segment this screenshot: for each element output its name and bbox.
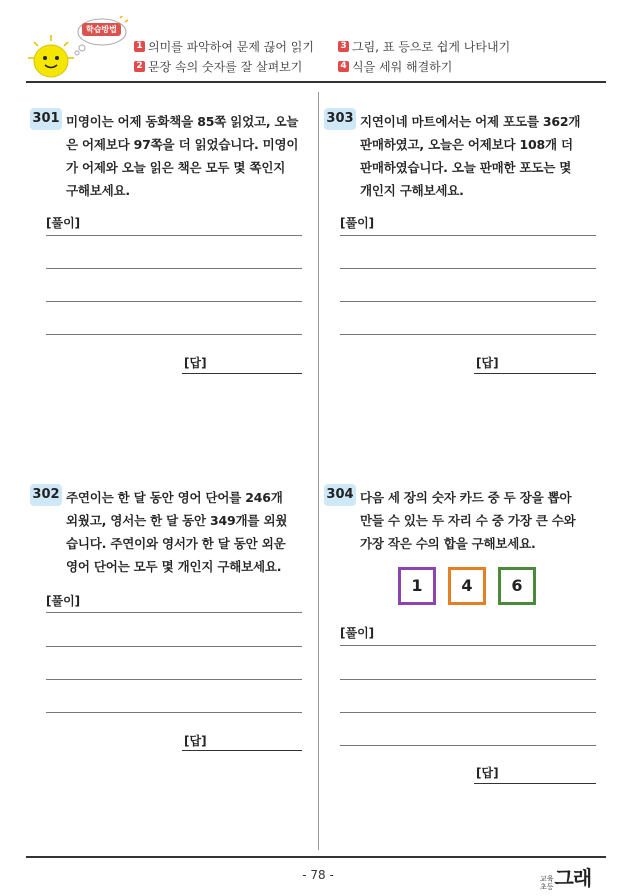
solution-label: [풀이] xyxy=(340,216,375,230)
answer-line[interactable] xyxy=(474,783,596,784)
solution-line[interactable] xyxy=(340,712,596,713)
solution-line[interactable] xyxy=(340,679,596,680)
answer-label: [답] xyxy=(476,356,499,370)
solution-line[interactable] xyxy=(340,301,596,302)
solution-line[interactable] xyxy=(340,334,596,335)
solution-line[interactable] xyxy=(340,745,596,746)
solution-label: [풀이] xyxy=(340,626,375,640)
thought-bubble-icon xyxy=(72,16,128,56)
answer-line[interactable] xyxy=(474,373,596,374)
problem-text: 주연이는 한 달 동안 영어 단어를 246개 외웠고, 영서는 한 달 동안 349개를 외웠 습니다. 주연이와 영서가 한 달 동안 외운 영어 단어는 모두 몇 개인지 구해보세요. xyxy=(66,490,288,574)
answer-label: [답] xyxy=(184,734,207,748)
column-divider xyxy=(318,92,319,850)
mascot-icon xyxy=(26,34,76,80)
solution-line[interactable] xyxy=(46,301,302,302)
solution-label: [풀이] xyxy=(46,216,81,230)
page-header xyxy=(0,0,636,84)
problem-text: 다음 세 장의 숫자 카드 중 두 장을 뽑아 만들 수 있는 두 자리 수 중 가장 큰 수와 가장 작은 수의 합을 구해보세요. xyxy=(360,490,576,551)
solution-line[interactable] xyxy=(46,334,302,335)
method-item-1: 1 의미를 파악하여 문제 끊어 읽기 xyxy=(134,38,314,55)
answer-line[interactable] xyxy=(182,750,302,751)
problem-number: 301 xyxy=(30,108,62,130)
number-card: 4 xyxy=(448,567,486,605)
answer-label: [답] xyxy=(184,356,207,370)
problem-text: 지연이네 마트에서는 어제 포도를 362개 판매하였고, 오늘은 어제보다 108개 더 판매하였습니다. 오늘 판매한 포도는 몇 개인지 구해보세요. xyxy=(360,114,581,198)
problem-number: 303 xyxy=(324,108,356,130)
problem-number: 302 xyxy=(30,484,62,506)
page-number: - 78 - xyxy=(302,868,334,882)
header-divider xyxy=(26,81,606,83)
solution-label: [풀이] xyxy=(46,594,81,608)
answer-label: [답] xyxy=(476,766,499,780)
solution-line[interactable] xyxy=(46,235,302,236)
solution-line[interactable] xyxy=(340,645,596,646)
solution-line[interactable] xyxy=(46,646,302,647)
method-item-2: 2 문장 속의 숫자를 잘 살펴보기 xyxy=(134,58,302,75)
footer-divider xyxy=(26,856,606,858)
method-badge: 학습방법 xyxy=(82,23,121,36)
solution-line[interactable] xyxy=(46,268,302,269)
problem-number: 304 xyxy=(324,484,356,506)
method-item-3: 3 그림, 표 등으로 쉽게 나타내기 xyxy=(338,38,510,55)
solution-line[interactable] xyxy=(340,235,596,236)
number-card: 6 xyxy=(498,567,536,605)
solution-line[interactable] xyxy=(46,712,302,713)
solution-line[interactable] xyxy=(46,679,302,680)
method-item-4: 4 식을 세워 해결하기 xyxy=(338,58,452,75)
brand-logo: 교육 초등 그래 xyxy=(540,866,592,891)
solution-line[interactable] xyxy=(46,612,302,613)
answer-line[interactable] xyxy=(182,373,302,374)
problem-text: 미영이는 어제 동화책을 85쪽 읽었고, 오늘 은 어제보다 97쪽을 더 읽었습니다. 미영이 가 어제와 오늘 읽은 책은 모두 몇 쪽인지 구해보세요. xyxy=(66,114,299,198)
number-card: 1 xyxy=(398,567,436,605)
solution-line[interactable] xyxy=(340,268,596,269)
